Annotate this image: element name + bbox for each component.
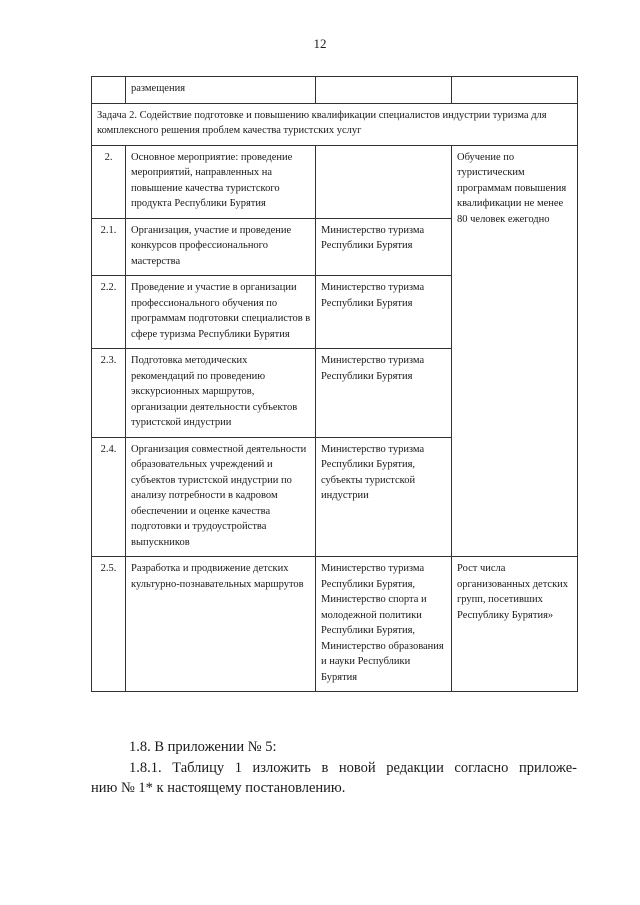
table-row (92, 145, 578, 218)
page-number: 12 (313, 36, 327, 51)
row-result (452, 77, 578, 104)
row-activity: Основное мероприятие: проведение мероприятий, направленных на повышение качества туристского продукта Республики Бурятия (126, 145, 316, 218)
row-activity: Разработка и продвижение детских культурно-познавательных маршрутов (126, 557, 316, 692)
paragraph-table-edit (91, 758, 577, 798)
row-executor (316, 145, 452, 218)
paragraph-line: нию № 1* к настоящему постановлению. (91, 780, 346, 796)
row-activity: размещения (126, 77, 316, 104)
row-activity: Организация совместной деятельности образовательных учреждений и субъектов туристской индустрии по анализу потребности в кадровом обеспечении и оценке качества подготовки и трудоустройства выпускников (126, 437, 316, 557)
table-row (92, 557, 578, 692)
row-number: 2.4. (92, 437, 126, 557)
task-row (92, 103, 578, 145)
row-number: 2.5. (92, 557, 126, 692)
row-executor: Министерство туризма Республики Бурятия (316, 349, 452, 438)
task-heading: Задача 2. Содействие подготовке и повышению квалификации специалистов индустрии туризма для комплексного решения проблем качества туристских услуг (92, 103, 578, 145)
row-activity: Подготовка методических рекомендаций по проведению экскурсионных маршрутов, организации деятельности субъектов туристской индустрии (126, 349, 316, 438)
row-executor: Министерство туризма Республики Бурятия, Министерство спорта и молодежной политики Республики Бурятия, Министерство образования и науки Республики Бурятия (316, 557, 452, 692)
row-result: Рост числа организованных детских групп, посетивших Республику Бурятия» (452, 557, 578, 692)
table-row (92, 77, 578, 104)
row-executor: Министерство туризма Республики Бурятия (316, 276, 452, 349)
row-activity: Организация, участие и проведение конкурсов профессионального мастерства (126, 218, 316, 276)
row-number: 2. (92, 145, 126, 218)
row-executor: Министерство туризма Республики Бурятия, субъекты туристской индустрии (316, 437, 452, 557)
program-table (91, 76, 578, 692)
row-executor (316, 77, 452, 104)
row-number: 2.1. (92, 218, 126, 276)
row-number: 2.3. (92, 349, 126, 438)
paragraph-line: 1.8.1. Таблицу 1 изложить в новой редакции согласно приложе- (129, 760, 577, 776)
row-result-group: Обучение по туристическим программам повышения квалификации не менее 80 человек ежегодно (452, 145, 578, 557)
row-number: 2.2. (92, 276, 126, 349)
row-activity: Проведение и участие в организации профессионального обучения по программам подготовки специалистов в сфере туризма Республики Бурятия (126, 276, 316, 349)
row-number (92, 77, 126, 104)
row-executor: Министерство туризма Республики Бурятия (316, 218, 452, 276)
paragraph-appendix: 1.8. В приложении № 5: (129, 739, 277, 755)
